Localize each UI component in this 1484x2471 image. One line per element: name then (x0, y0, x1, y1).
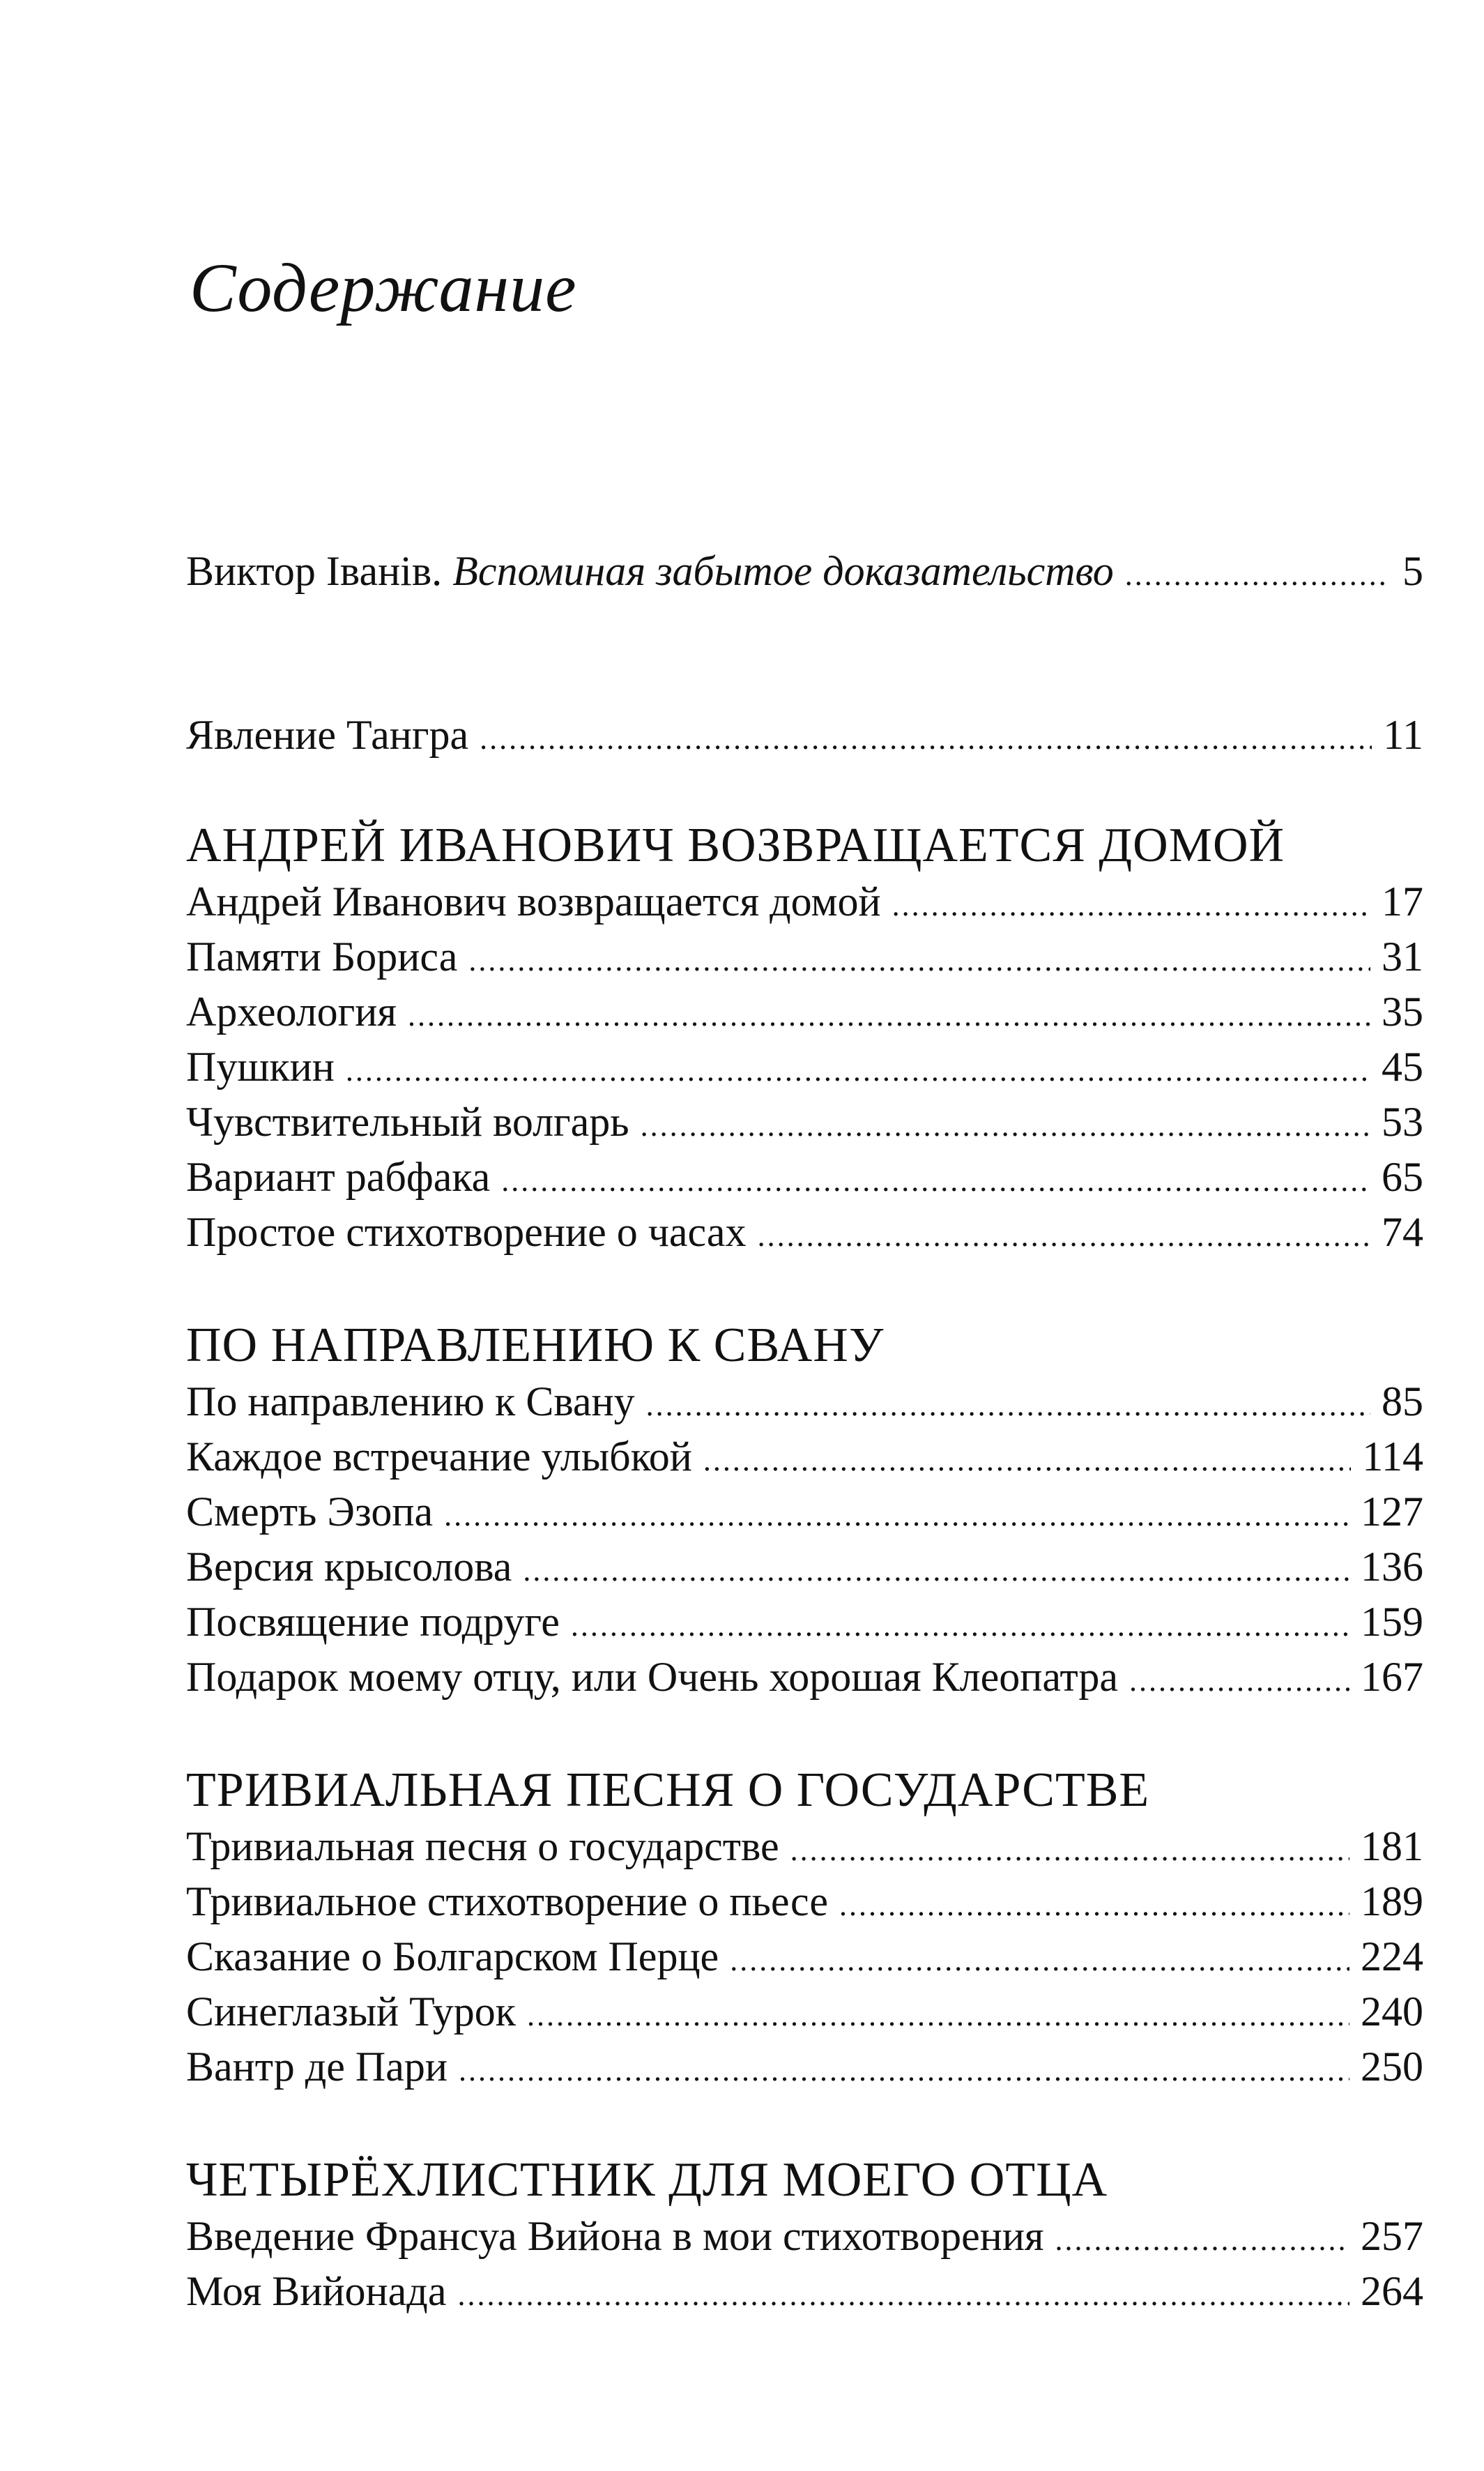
toc-page-number: 5 (1402, 548, 1423, 594)
toc-entry[interactable] (186, 1874, 1423, 1929)
toc-entry-title: Вантр де Пари (186, 2044, 448, 2090)
intro-author: Виктор Іванів. (186, 548, 443, 594)
toc-page-number: 136 (1361, 1544, 1423, 1590)
toc-page-number: 114 (1362, 1434, 1423, 1480)
toc-page-number: 11 (1383, 712, 1423, 758)
toc-entry[interactable] (186, 2264, 1423, 2319)
dot-leader (1129, 1653, 1349, 1708)
toc-page-number: 17 (1382, 879, 1423, 925)
toc-entry[interactable] (186, 874, 1423, 929)
toc-page-number: 53 (1382, 1099, 1423, 1145)
toc-entry[interactable] (186, 1819, 1423, 1874)
toc-entry[interactable] (186, 2209, 1423, 2264)
toc-entry[interactable] (186, 1984, 1423, 2039)
toc-entry[interactable] (186, 1484, 1423, 1539)
toc-page-number: 74 (1382, 1209, 1423, 1255)
toc-section-heading: ПО НАПРАВЛЕНИЮ К СВАНУ (186, 1318, 885, 1372)
toc-section-heading: АНДРЕЙ ИВАНОВИЧ ВОЗВРАЩАЕТСЯ ДОМОЙ (186, 819, 1285, 872)
toc-entry[interactable] (186, 1205, 1423, 1260)
toc-entry[interactable] (186, 1040, 1423, 1095)
toc-page-number: 167 (1361, 1654, 1423, 1700)
dot-leader (646, 1378, 1370, 1433)
toc-entry-title: Тривиальная песня о государстве (186, 1823, 779, 1869)
toc-page-number: 240 (1361, 1989, 1423, 2035)
toc-entry[interactable] (186, 2039, 1423, 2094)
toc-section (186, 1317, 1423, 1705)
toc-entry[interactable] (186, 1150, 1423, 1205)
dot-leader (839, 1878, 1349, 1933)
toc-entry[interactable] (186, 929, 1423, 984)
toc-entry[interactable] (186, 544, 1423, 599)
toc-page-number: 127 (1361, 1489, 1423, 1535)
dot-leader (444, 1488, 1349, 1543)
toc-entry-title: Вариант рабфака (186, 1154, 491, 1200)
toc-page-number: 250 (1361, 2044, 1423, 2090)
toc-entry-title: Памяти Бориса (186, 934, 458, 980)
toc-entry-title: По направлению к Свану (186, 1378, 635, 1424)
toc-page-number: 45 (1382, 1044, 1423, 1090)
toc-entry[interactable] (186, 1539, 1423, 1595)
toc-entry[interactable] (186, 1595, 1423, 1650)
toc-entry[interactable] (186, 984, 1423, 1040)
dot-leader (790, 1823, 1349, 1878)
toc-section-heading: ТРИВИАЛЬНАЯ ПЕСНЯ О ГОСУДАРСТВЕ (186, 1763, 1150, 1817)
dot-leader (730, 1933, 1349, 1988)
toc-entry-title: Чувствительный волгарь (186, 1099, 629, 1145)
dot-leader (457, 2267, 1349, 2322)
toc-entry-title: Сказание о Болгарском Перце (186, 1933, 719, 1979)
toc-entry-title: Синеглазый Турок (186, 1989, 516, 2035)
toc-standalone (186, 708, 1423, 763)
toc-section (186, 2152, 1423, 2319)
toc-entry-title: Пушкин (186, 1044, 335, 1090)
dot-leader (1055, 2212, 1349, 2267)
dot-leader (459, 2043, 1349, 2098)
toc-entry[interactable] (186, 1429, 1423, 1484)
toc-entry-title: Каждое встречание улыбкой (186, 1434, 692, 1480)
toc-page-number: 31 (1382, 934, 1423, 980)
toc-entry-title: Введение Франсуа Вийона в мои стихотворения (186, 2213, 1044, 2259)
toc-page-number: 65 (1382, 1154, 1423, 1200)
toc-page-number: 85 (1382, 1378, 1423, 1424)
toc-section (186, 817, 1423, 1260)
toc-section-heading: ЧЕТЫРЁХЛИСТНИК ДЛЯ МОЕГО ОТЦА (186, 2153, 1108, 2207)
toc-entry[interactable] (186, 1929, 1423, 1984)
dot-leader (703, 1433, 1351, 1488)
toc-page-number: 224 (1361, 1933, 1423, 1979)
toc-page-number: 181 (1361, 1823, 1423, 1869)
toc-page-number: 264 (1361, 2268, 1423, 2314)
toc-entry-title: Тривиальное стихотворение о пьесе (186, 1878, 828, 1924)
toc-page-number: 257 (1361, 2213, 1423, 2259)
dot-leader (641, 1098, 1370, 1153)
toc-entry-title: Явление Тангра (186, 712, 469, 758)
toc-entry-title: Моя Вийонада (186, 2268, 447, 2314)
toc-page (186, 0, 1423, 2471)
toc-entry-title: Андрей Иванович возвращается домой (186, 879, 881, 925)
toc-entry-title: Простое стихотворение о часах (186, 1209, 747, 1255)
toc-entry-title: Археология (186, 989, 397, 1035)
toc-entry-title: Посвящение подруге (186, 1599, 560, 1645)
toc-entry-title (186, 544, 1114, 599)
toc-entry[interactable] (186, 708, 1423, 763)
toc-intro (186, 544, 1423, 599)
toc-entry[interactable] (186, 1374, 1423, 1429)
dot-leader (501, 1153, 1370, 1208)
dot-leader (571, 1598, 1349, 1653)
dot-leader (468, 933, 1370, 988)
toc-entry-title: Подарок моему отцу, или Очень хорошая Клеопатра (186, 1654, 1119, 1700)
intro-title: Вспоминая забытое доказательство (452, 548, 1114, 594)
toc-entry-title: Смерть Эзопа (186, 1489, 434, 1535)
dot-leader (892, 878, 1370, 933)
toc-page-number: 159 (1361, 1599, 1423, 1645)
toc-entry[interactable] (186, 1650, 1423, 1705)
toc-title: Содержание (190, 249, 577, 326)
dot-leader (346, 1043, 1370, 1098)
toc-page-number: 189 (1361, 1878, 1423, 1924)
dot-leader (480, 711, 1372, 766)
toc-sections (186, 817, 1423, 2376)
dot-leader (408, 988, 1370, 1043)
dot-leader (1125, 547, 1384, 602)
toc-entry[interactable] (186, 1095, 1423, 1150)
dot-leader (758, 1208, 1370, 1263)
dot-leader (523, 1543, 1349, 1598)
toc-entry-title: Версия крысолова (186, 1544, 512, 1590)
toc-page-number: 35 (1382, 989, 1423, 1035)
toc-section (186, 1762, 1423, 2094)
dot-leader (527, 1988, 1349, 2043)
